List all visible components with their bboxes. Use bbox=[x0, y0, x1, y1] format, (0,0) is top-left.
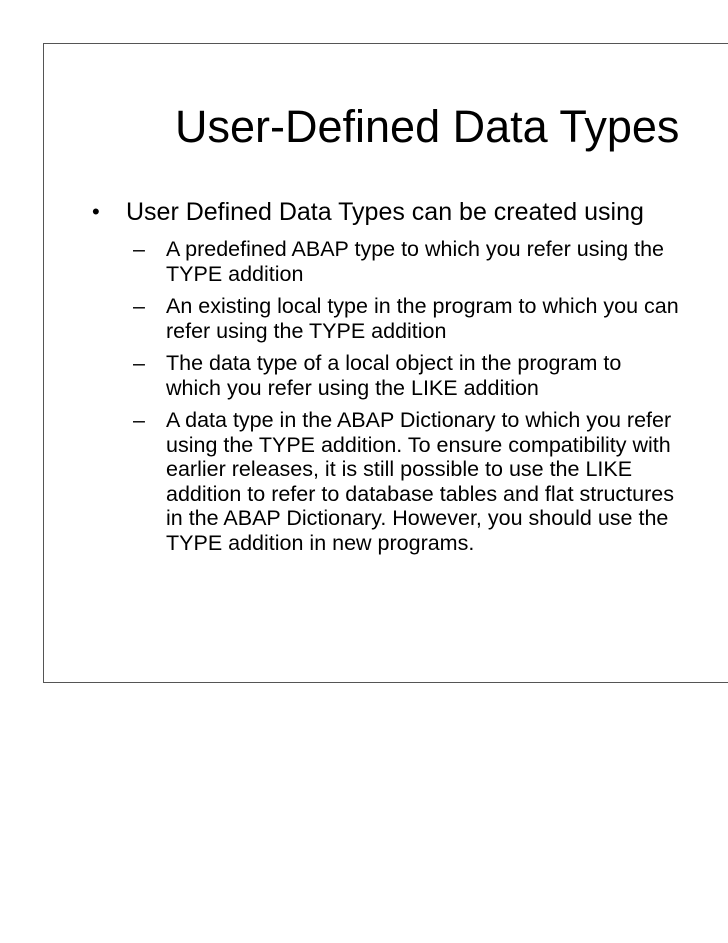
sub-bullet-line: A data type in the ABAP Dictionary to which you refer bbox=[166, 408, 672, 432]
sub-bullet-line: addition to refer to database tables and flat structures bbox=[166, 481, 674, 506]
dash-marker: – bbox=[133, 351, 145, 375]
sub-bullet-line: using the TYPE addition. To ensure compatibility with bbox=[166, 432, 671, 457]
sub-bullet-line: refer using the TYPE addition bbox=[166, 318, 447, 343]
slide-title: User-Defined Data Types bbox=[175, 101, 680, 152]
sub-bullet-item bbox=[133, 294, 728, 343]
sub-bullet-line: earlier releases, it is still possible to use the LIKE bbox=[166, 457, 633, 481]
sub-bullet-line: A predefined ABAP type to which you refer using the bbox=[166, 237, 665, 261]
sub-bullet-item bbox=[133, 408, 728, 555]
sub-bullet-line: An existing local type in the program to which you can bbox=[166, 294, 679, 318]
sub-bullet-line: The data type of a local object in the program to bbox=[166, 351, 622, 375]
sub-bullet-item bbox=[133, 237, 728, 286]
sub-bullet-line: in the ABAP Dictionary. However, you should use the bbox=[166, 506, 669, 530]
dash-marker: – bbox=[133, 294, 145, 318]
dash-marker: – bbox=[133, 408, 145, 432]
sub-bullet-line: TYPE addition bbox=[166, 261, 304, 286]
dash-marker: – bbox=[133, 237, 145, 261]
sub-bullet-line: which you refer using the LIKE addition bbox=[166, 375, 539, 400]
main-bullet-text: User Defined Data Types can be created using bbox=[126, 198, 644, 226]
bullet-marker: • bbox=[92, 199, 100, 224]
sub-bullet-item bbox=[133, 351, 728, 400]
sub-bullet-line: TYPE addition in new programs. bbox=[166, 530, 475, 555]
sub-bullet-list bbox=[133, 237, 728, 563]
